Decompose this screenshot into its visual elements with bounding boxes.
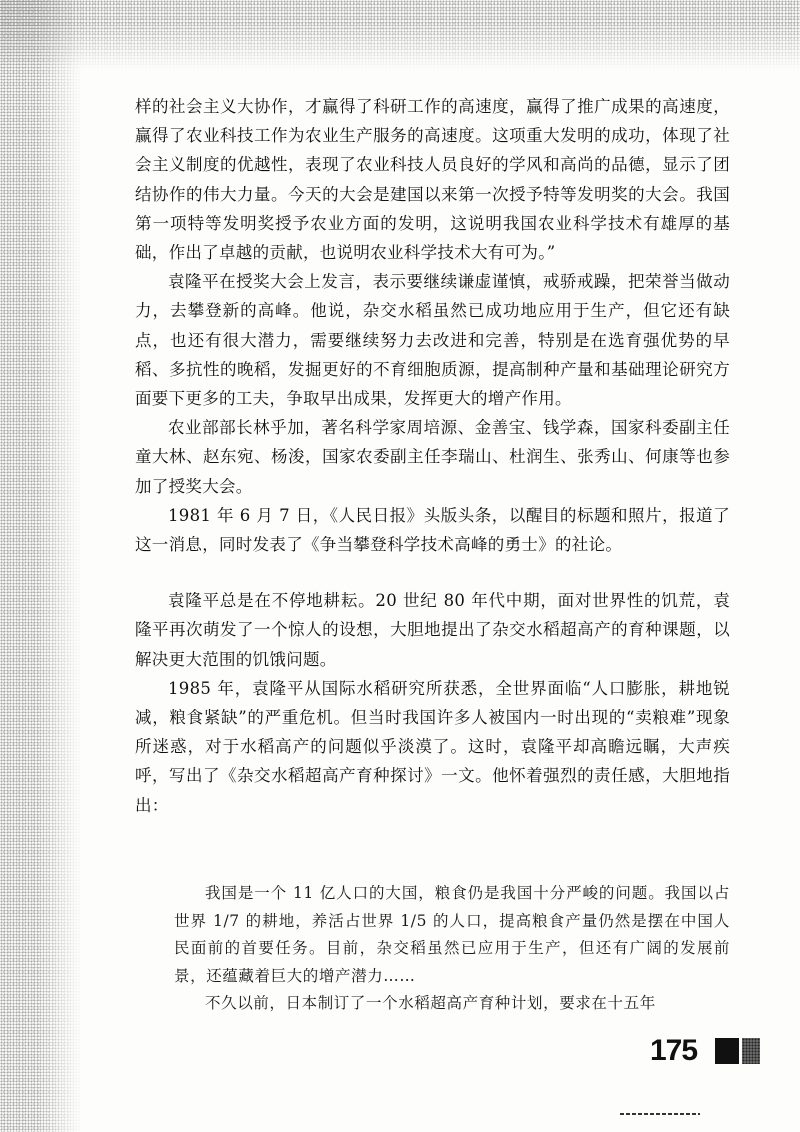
block-quote <box>174 880 730 1018</box>
quote-paragraph-2: 不久以前，日本制订了一个水稻超高产育种计划，要求在十五年 <box>205 994 656 1012</box>
scan-noise-left <box>0 0 82 1132</box>
paragraph-1: 样的社会主义大协作，才赢得了科研工作的高速度，赢得了推广成果的高速度，赢得了农业科技工作为农业生产服务的高速度。这项重大发明的成功，体现了社会主义制度的优越性，表现了农业科技人员良好的学风和高尚的品德，显示了团结协作的伟大力量。今天的大会是建国以来第一次授予特等发明奖的大会。我国第一项特等发明奖授予农业方面的发明，这说明我国农业科学技术有雄厚的基础，作出了卓越的贡献，也说明农业科学技术大有可为。” <box>135 97 730 263</box>
paragraph-2: 袁隆平在授奖大会上发言，表示要继续谦虚谨慎，戒骄戒躁，把荣誉当做动力，去攀登新的高峰。他说，杂交水稻虽然已成功地应用于生产，但它还有缺点，也还有很大潜力，需要继续努力去改进和完善，特别是在选育强优势的早稻、多抗性的晚稻，发掘更好的不育细胞质源，提高制种产量和基础理论研究方面要下更多的工夫，争取早出成果，发挥更大的增产作用。 <box>135 272 730 409</box>
body-text <box>135 92 730 820</box>
page-number: 175 <box>650 1034 698 1067</box>
paragraph-4: 1981 年 6 月 7 日，《人民日报》头版头条，以醒目的标题和照片，报道了这一消息，同时发表了《争当攀登科学技术高峰的勇士》的社论。 <box>135 505 730 555</box>
paragraph-5: 袁隆平总是在不停地耕耘。20 世纪 80 年代中期，面对世界性的饥荒，袁隆平再次萌发了一个惊人的设想，大胆地提出了杂交水稻超高产的育种课题，以解决更大范围的饥饿问题。 <box>135 591 730 669</box>
footer-rule <box>620 1113 700 1115</box>
page-marker-pattern <box>742 1038 760 1064</box>
scan-noise-top <box>0 0 800 70</box>
page-marker-block <box>715 1038 739 1064</box>
quote-paragraph-1: 我国是一个 11 亿人口的大国，粮食仍是我国十分严峻的问题。我国以占世界 1/7 的耕地，养活占世界 1/5 的人口，提高粮食产量仍然是摆在中国人民面前的首要任务。目前，杂交稻虽然已应用于生产，但还有广阔的发展前景，还蕴藏着巨大的增产潜力…… <box>174 884 730 985</box>
paragraph-3: 农业部部长林乎加，著名科学家周培源、金善宝、钱学森，国家科委副主任童大林、赵东宛、杨浚，国家农委副主任李瑞山、杜润生、张秀山、何康等也参加了授奖大会。 <box>135 418 730 496</box>
paragraph-6: 1985 年，袁隆平从国际水稻研究所获悉，全世界面临“人口膨胀，耕地锐减，粮食紧缺”的严重危机。但当时我国许多人被国内一时出现的“卖粮难”现象所迷惑，对于水稻高产的问题似乎淡漠了。这时，袁隆平却高瞻远瞩，大声疾呼，写出了《杂交水稻超高产育种探讨》一文。他怀着强烈的责任感，大胆地指出： <box>135 678 730 815</box>
